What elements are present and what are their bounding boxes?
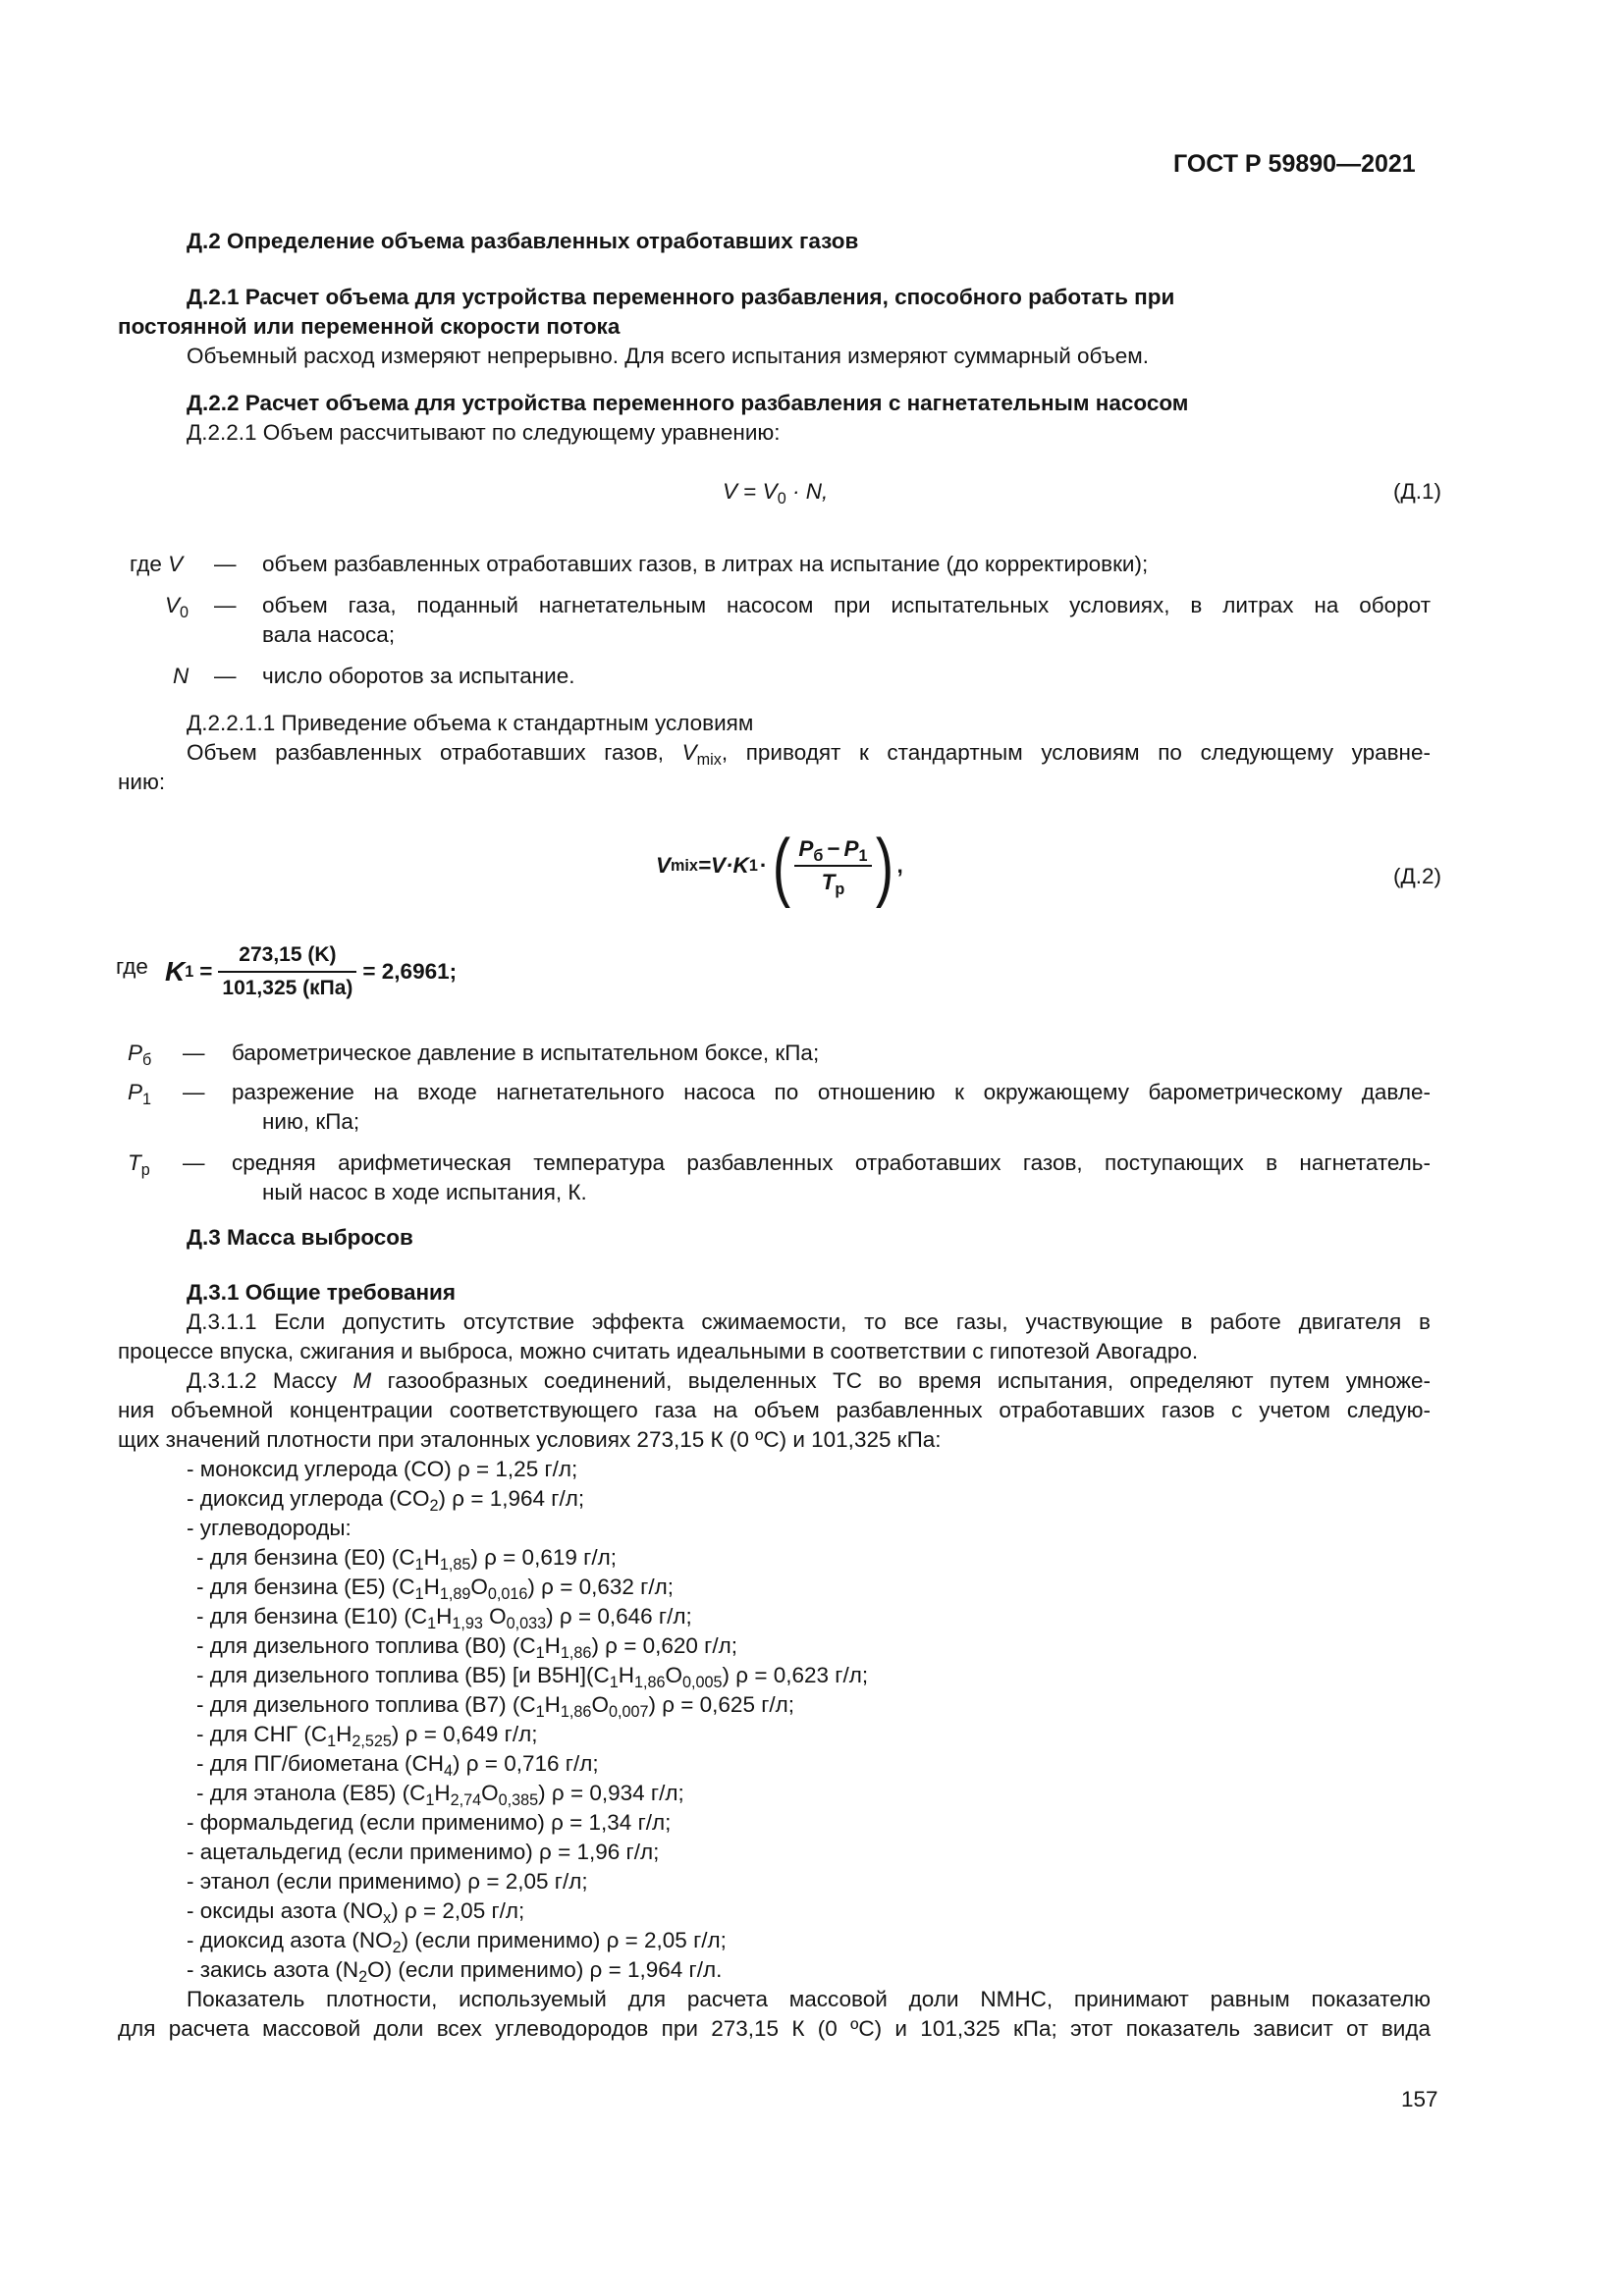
- list-item: - для дизельного топлива (В0) $(C_1H_{1,86}) \rho = 0,620$ г/л;: [196, 1633, 738, 1662]
- equation-number: (Д.1): [1393, 479, 1441, 504]
- list-item: - для бензина (Е10) ($C_1H_{1,93}$ $O_{0,033}$) ρ = 0,646 г/л;: [196, 1604, 692, 1632]
- doc-code: ГОСТ Р 59890—2021: [1173, 150, 1416, 178]
- subsection-title: Д.2.2.1.1 Приведение объема к стандартным условиям: [187, 711, 754, 735]
- definition-text: объем газа, поданный нагнетательным насосом при испытательных условиях, в литрах на оборот: [262, 593, 1431, 617]
- dash: —: [214, 552, 237, 576]
- list-item: - углеводороды:: [187, 1516, 352, 1540]
- list-item: - диоксид углерода $(CO_2) \rho = 1,964$ г/л;: [187, 1486, 585, 1515]
- definition-text: число оборотов за испытание.: [262, 664, 575, 688]
- section-title-d3: Д.3 Масса выбросов: [187, 1225, 413, 1250]
- section-title-d21: Д.2.1 Расчет объема для устройства переменного разбавления, способного работать при: [187, 285, 1175, 309]
- definition-text: разрежение на входе нагнетательного насоса по отношению к окружающему барометрическому давле-: [232, 1080, 1431, 1104]
- section-title-d2: Д.2 Определение объема разбавленных отработавших газов: [187, 229, 859, 253]
- paragraph-cont: ния объемной концентрации соответствующего газа на объем разбавленных отработавших газов с учетом следую-: [118, 1398, 1431, 1422]
- equation-number: (Д.2): [1393, 864, 1441, 888]
- dash: —: [214, 664, 237, 688]
- list-item: - этанол (если применимо) ρ = 2,05 г/л;: [187, 1869, 588, 1894]
- paragraph: Объем разбавленных отработавших газов, $V_{mix}$, приводят к стандартным условиям по следующему уравне-: [187, 740, 1431, 769]
- list-item: - закись азота $(N_2O)$ (если применимо) ρ = 1,964 г/л.: [187, 1957, 723, 1986]
- definition-text: средняя арифметическая температура разбавленных отработавших газов, поступающих в нагнетатель-: [232, 1150, 1431, 1175]
- section-title-d21-cont: постоянной или переменной скорости потока: [118, 314, 621, 339]
- equation-k1: K 1 = $\frac{273,15 (K)}{\text{101,325 (кПа)}}$ = 2,6961;: [165, 937, 457, 1006]
- section-title-d22: Д.2.2 Расчет объема для устройства переменного разбавления с нагнетательным насосом: [187, 391, 1189, 415]
- list-item: - для дизельного топлива (В7) $(C_1H_{1,86}O_{0,007}) \rho = 0,625$ г/л;: [196, 1692, 795, 1721]
- symbol: $V_0$: [165, 593, 189, 621]
- list-item: - формальдегид (если применимо) ρ = 1,34 г/л;: [187, 1810, 672, 1835]
- section-title-d31: Д.3.1 Общие требования: [187, 1280, 457, 1305]
- paragraph: Д.2.2.1 Объем рассчитывают по следующему уравнению:: [187, 420, 781, 445]
- paragraph-cont: процессе впуска, сжигания и выброса, можно считать идеальными в соответствии с гипотезой Авогадро.: [118, 1339, 1199, 1363]
- list-item: - для СНГ $(C_1H_{2,525}) \rho = 0,649$ г/л;: [196, 1722, 538, 1750]
- symbol: $P_1$: [128, 1080, 152, 1108]
- list-item: - для бензина (Е0) $(C_1H_{1,85}) \rho = 0,619$ г/л;: [196, 1545, 617, 1574]
- symbol: $T_р$: [128, 1150, 150, 1179]
- dash: —: [183, 1150, 205, 1175]
- list-item: - моноксид углерода (CO) ρ = 1,25 г/л;: [187, 1457, 578, 1481]
- paragraph: Д.3.1.1 Если допустить отсутствие эффекта сжимаемости, то все газы, участвующие в работе двигателя в: [187, 1309, 1431, 1334]
- paragraph-cont: нию:: [118, 770, 166, 794]
- list-item: - для этанола (Е85) $(C_1H_{2,74}O_{0,385}) \rho = 0,934$ г/л;: [196, 1781, 684, 1809]
- where-label: где V: [130, 552, 184, 576]
- definition-text: барометрическое давление в испытательном боксе, кПа;: [232, 1041, 820, 1065]
- list-item: - для ПГ/биометана $(CH_4) \rho = 0,716$ г/л;: [196, 1751, 599, 1780]
- definition-text: ный насос в ходе испытания, К.: [262, 1180, 587, 1204]
- paragraph-cont: для расчета массовой доли всех углеводородов при 273,15 К (0 ºС) и 101,325 кПа; этот показатель зависит от вида: [118, 2016, 1431, 2041]
- definition-text: вала насоса;: [262, 622, 396, 647]
- paragraph: Объемный расход измеряют непрерывно. Для всего испытания измеряют суммарный объем.: [187, 344, 1149, 368]
- symbol: N: [173, 664, 189, 688]
- paragraph: Д.3.1.2 Массу M газообразных соединений, выделенных ТС во время испытания, определяют путем умноже-: [187, 1368, 1431, 1393]
- paragraph: Показатель плотности, используемый для расчета массовой доли NMHC, принимают равным показателю: [187, 1987, 1431, 2011]
- symbol: $P_б$: [128, 1041, 152, 1069]
- list-item: - для бензина (Е5) $(C_1H_{1,89}O_{0,016}) \rho = 0,632$ г/л;: [196, 1575, 674, 1603]
- equation-d2: V mix =V·K 1 · ( $\frac{P_б - P_1}{T_р}$ ) ,: [656, 823, 903, 909]
- where-label: где: [116, 954, 148, 979]
- list-item: - для дизельного топлива (В5) [и $В5Н](C_1H_{1,86}O_{0,005}) \rho = 0,623$ г/л;: [196, 1663, 869, 1691]
- paragraph-cont: щих значений плотности при эталонных условиях 273,15 К (0 ºС) и 101,325 кПа:: [118, 1427, 942, 1452]
- page-number: 157: [1401, 2087, 1438, 2111]
- list-item: - диоксид азота $(NO_2)$ (если применимо) ρ = 2,05 г/л;: [187, 1928, 727, 1956]
- dash: —: [183, 1080, 205, 1104]
- dash: —: [183, 1041, 205, 1065]
- equation-d1: $V = V_0 \cdot N$,: [723, 479, 829, 507]
- definition-text: объем разбавленных отработавших газов, в литрах на испытание (до корректировки);: [262, 552, 1149, 576]
- dash: —: [214, 593, 237, 617]
- list-item: - оксиды азота $(NO_x) \rho = 2,05$ г/л;: [187, 1898, 525, 1927]
- definition-text: нию, кПа;: [262, 1109, 360, 1134]
- list-item: - ацетальдегид (если применимо) ρ = 1,96 г/л;: [187, 1840, 660, 1864]
